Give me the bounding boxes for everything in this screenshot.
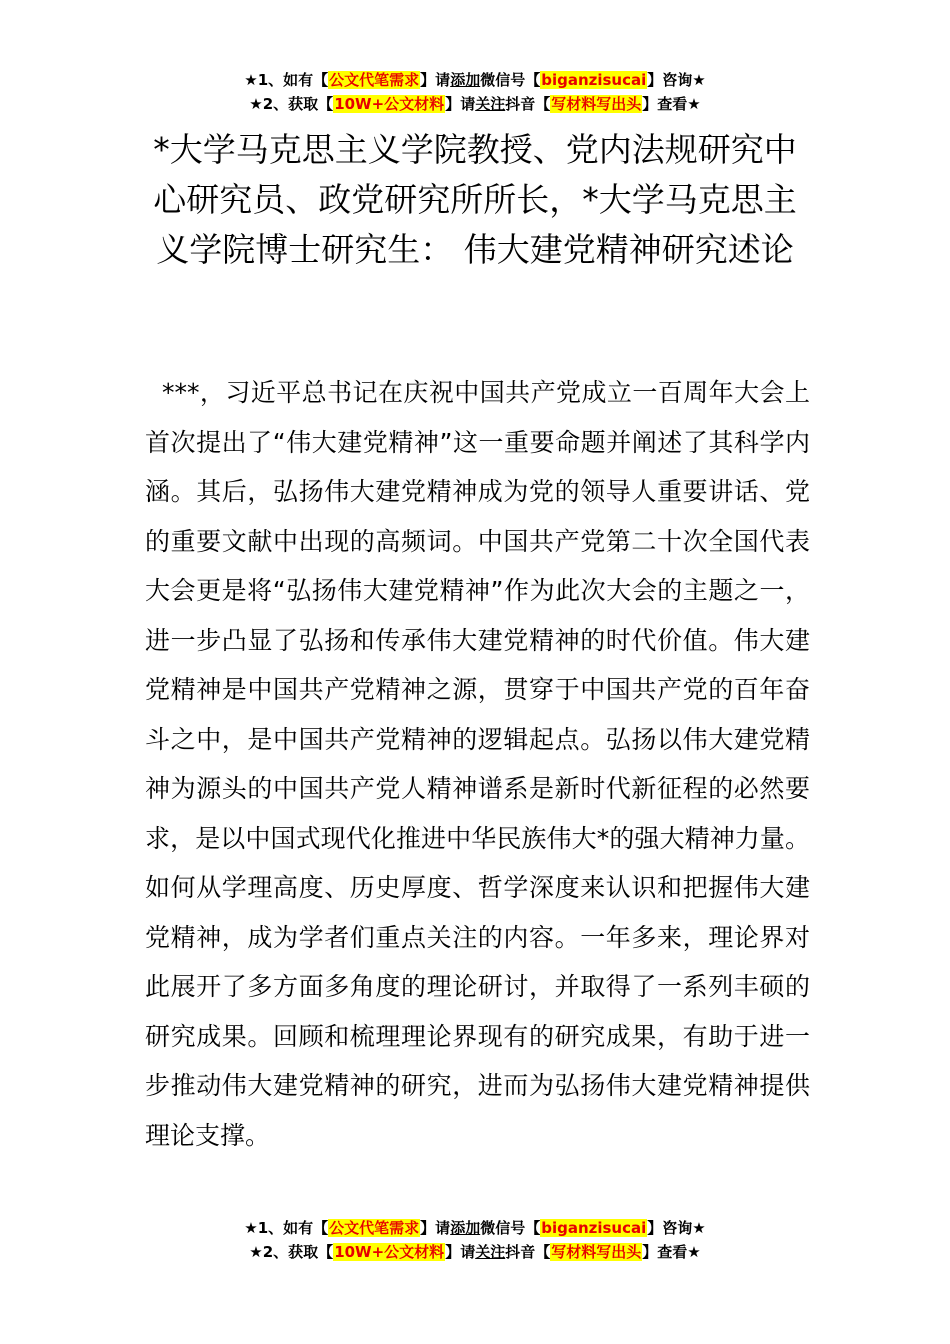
douyin-highlight: 写材料写出头 [551,1243,642,1261]
service-highlight: 公文代笔需求 [329,71,420,89]
header-banner [0,68,950,116]
wechat-id-highlight: biganzisucai [541,1219,647,1237]
materials-highlight: 10W+公文材料 [334,95,445,113]
body-paragraph: ***，习近平总书记在庆祝中国共产党成立一百周年大会上首次提出了“伟大建党精神”这一重要命题并阐述了其科学内涵。其后，弘扬伟大建党精神成为党的领导人重要讲话、党的重要文献中出现的高频词。中国共产党第二十次全国代表大会更是将“弘扬伟大建党精神”作为此次大会的主题之一，进一步凸显了弘扬和传承伟大建党精神的时代价值。伟大建党精神是中国共产党精神之源，贯穿于中国共产党的百年奋斗之中，是中国共产党精神的逻辑起点。弘扬以伟大建党精神为源头的中国共产党人精神谱系是新时代新征程的必然要求，是以中国式现代化推进中华民族伟大*的强大精神力量。如何从学理高度、历史厚度、哲学深度来认识和把握伟大建党精神，成为学者们重点关注的内容。一年多来，理论界对此展开了多方面多角度的理论研讨，并取得了一系列丰硕的研究成果。回顾和梳理理论界现有的研究成果，有助于进一步推动伟大建党精神的研究，进而为弘扬伟大建党精神提供理论支撑。 [145,378,810,1150]
service-highlight: 公文代笔需求 [329,1219,420,1237]
banner-line-2: ★2、获取【10W+公文材料】请关注抖音【写材料写出头】查看★ [249,1243,701,1261]
footer-banner [0,1216,950,1264]
wechat-id-highlight: biganzisucai [541,71,647,89]
document-title: *大学马克思主义学院教授、党内法规研究中心研究员、政党研究所所长，*大学马克思主义学院博士研究生： 伟大建党精神研究述论 [153,130,797,269]
douyin-highlight: 写材料写出头 [551,95,642,113]
banner-line-1: ★1、如有【公文代笔需求】请添加微信号【biganzisucai】咨询★ [244,1219,706,1237]
materials-highlight: 10W+公文材料 [334,1243,445,1261]
banner-line-1: ★1、如有【公文代笔需求】请添加微信号【biganzisucai】咨询★ [244,71,706,89]
banner-line-2: ★2、获取【10W+公文材料】请关注抖音【写材料写出头】查看★ [249,95,701,113]
